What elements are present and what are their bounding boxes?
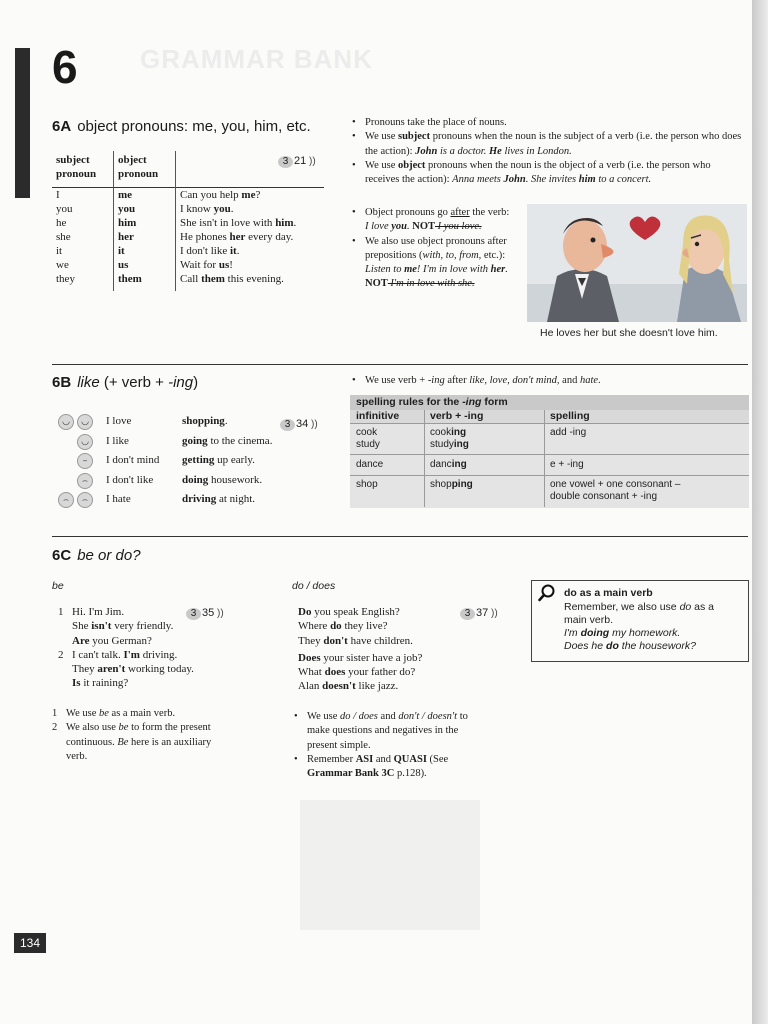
do-notes xyxy=(294,710,504,781)
grammar-bank-ghost-print: GRAMMAR BANK xyxy=(140,44,373,74)
infinitive-cell: cook study xyxy=(356,427,380,450)
sound-waves-icon: )) xyxy=(214,608,224,619)
unit-sidebar-bar xyxy=(15,48,30,198)
track-number: 35 xyxy=(202,607,215,619)
like-row-like xyxy=(58,434,308,452)
subject-pronoun: she xyxy=(56,231,71,243)
subject-pronoun: they xyxy=(56,273,75,285)
page-edge-shadow xyxy=(752,0,768,1024)
example-line: What does your father do? xyxy=(298,666,416,679)
infinitive-cell: dance xyxy=(356,459,384,470)
infinitive-cell: shop xyxy=(356,479,378,490)
ing-cell: cooking studying xyxy=(430,427,469,450)
section-divider xyxy=(52,536,748,537)
like-example: driving at night. xyxy=(182,493,256,505)
section-code: 6B xyxy=(52,374,72,391)
rule-5: • We also use object pronouns after prepositions (with, to, from, etc.): Listen to me! I'm in love with her. NOT I'm in love with she. xyxy=(352,235,524,292)
section-6c-heading xyxy=(52,547,141,564)
object-pronoun: us xyxy=(118,259,129,271)
bleed-through-area xyxy=(300,800,480,930)
like-example: going to the cinema. xyxy=(182,434,273,447)
object-pronoun: it xyxy=(118,245,125,257)
example-sentence: Wait for us! xyxy=(180,259,233,271)
note-line: 2 We also use be to form the present xyxy=(52,722,211,734)
cd-icon: 3 xyxy=(280,419,295,431)
example-line: They aren't working today. xyxy=(72,663,194,676)
face-icon: – xyxy=(77,453,93,469)
pronoun-row xyxy=(52,217,324,231)
section-code: 6C xyxy=(52,547,72,564)
sound-waves-icon: )) xyxy=(488,608,498,619)
note-line: verb. xyxy=(66,750,88,762)
page-number: 134 xyxy=(14,933,46,953)
rule-1: • Pronouns take the place of nouns. xyxy=(352,116,742,130)
header-spelling: spelling xyxy=(550,410,590,422)
do-examples xyxy=(298,605,422,694)
pronoun-row xyxy=(52,189,324,203)
do-main-verb-note xyxy=(531,580,749,662)
spelling-cell: one vowel + one consonant – double consonant + -ing xyxy=(550,479,681,502)
example-line: Is it raining? xyxy=(72,677,129,690)
note-item: • We use do / does and don't / doesn't to make questions and negatives in the present simple. xyxy=(294,710,504,753)
subject-pronoun: it xyxy=(56,245,63,257)
illustration-caption: He loves her but she doesn't love him. xyxy=(540,327,718,339)
section-title: like (+ verb + -ing) xyxy=(77,374,199,391)
spelling-cell: add -ing xyxy=(550,427,587,438)
like-example: shopping. xyxy=(182,415,228,427)
face-icons xyxy=(58,453,102,469)
be-notes xyxy=(52,707,211,764)
example-line: They don't have children. xyxy=(298,634,413,647)
couple-illustration xyxy=(527,204,747,322)
like-row-love xyxy=(58,414,308,432)
pronoun-row xyxy=(52,273,324,287)
example-line: Do you speak English? xyxy=(298,606,400,618)
like-verb: I like xyxy=(106,434,129,447)
face-icon: ⌢ xyxy=(58,492,74,508)
note-body: Remember, we also use do as a main verb. I'm doing my homework. Does he do the housework? xyxy=(564,601,715,652)
audio-track-21[interactable] xyxy=(278,155,316,168)
face-icons xyxy=(58,473,102,489)
column-divider xyxy=(544,410,545,507)
example-line: 2 I can't talk. I'm driving. xyxy=(58,648,178,661)
pronoun-row xyxy=(52,245,324,259)
example-line: Alan doesn't like jazz. xyxy=(298,680,399,693)
spelling-row-dance xyxy=(350,454,749,475)
object-pronoun: him xyxy=(118,217,137,229)
like-example: doing housework. xyxy=(182,473,263,486)
object-pronoun-rules-cont xyxy=(352,206,524,292)
example-line: She isn't very friendly. xyxy=(72,620,174,633)
subject-pronoun: he xyxy=(56,217,67,229)
face-icon: ◡ xyxy=(77,414,93,430)
track-number: 21 xyxy=(294,155,307,167)
like-rule xyxy=(352,374,748,388)
like-row-dont-like xyxy=(58,473,308,491)
object-pronoun: her xyxy=(118,231,134,243)
like-verb: I don't mind xyxy=(106,454,160,466)
note-line: continuous. Be here is an auxiliary xyxy=(66,736,212,748)
like-row-hate xyxy=(58,492,308,510)
object-pronoun: you xyxy=(118,203,136,215)
example-sentence: I don't like it. xyxy=(180,245,240,257)
example-sentence: I know you. xyxy=(180,203,234,215)
face-icons xyxy=(58,434,102,450)
be-column-label: be xyxy=(52,580,64,592)
section-code: 6A xyxy=(52,118,72,135)
audio-track-37[interactable] xyxy=(460,607,498,620)
face-icon: ◡ xyxy=(58,414,74,430)
rule-3: • We use object pronouns when the noun is the object of a verb (i.e. the person who receives the action): Anna meets John. She invites him to a concert. xyxy=(352,159,742,188)
spelling-row-cook xyxy=(350,423,749,454)
section-title: be or do? xyxy=(77,547,141,564)
section-divider xyxy=(52,364,748,365)
section-6b-heading xyxy=(52,374,198,391)
be-examples xyxy=(58,605,194,691)
subject-pronoun: you xyxy=(56,203,73,215)
like-row-dont-mind xyxy=(58,453,308,471)
track-number: 37 xyxy=(476,607,489,619)
example-line: Does your sister have a job? xyxy=(298,651,423,664)
pronoun-row xyxy=(52,231,324,245)
note-item: • Remember ASI and QUASI (See Grammar Bank 3C p.128). xyxy=(294,753,504,782)
spelling-rules-table xyxy=(350,395,749,508)
cd-icon: 3 xyxy=(278,156,293,168)
spelling-table-title: spelling rules for the -ing form xyxy=(350,395,749,410)
face-icons xyxy=(58,492,102,508)
like-verb: I don't like xyxy=(106,473,154,486)
example-line: 1 Hi. I'm Jim. xyxy=(58,606,125,618)
unit-number: 6 xyxy=(52,41,78,93)
pronoun-row xyxy=(52,259,324,273)
object-pronoun-rules xyxy=(352,116,742,187)
spelling-cell: e + -ing xyxy=(550,459,584,470)
like-verb: I love xyxy=(106,415,132,427)
object-pronoun: them xyxy=(118,273,142,285)
header-verb-ing: verb + -ing xyxy=(430,410,484,422)
note-line: 1 We use be as a main verb. xyxy=(52,708,176,719)
like-verb: I hate xyxy=(106,493,131,505)
section-title: object pronouns: me, you, him, etc. xyxy=(77,118,311,135)
face-icon: ⌢ xyxy=(77,492,93,508)
track-number: 34 xyxy=(296,418,309,430)
column-divider xyxy=(424,410,425,507)
face-icon: ◡ xyxy=(77,434,93,450)
object-pronoun-header: object pronoun xyxy=(118,154,159,180)
object-pronoun: me xyxy=(118,189,133,201)
spelling-table-header xyxy=(350,410,749,423)
note-title: do as a main verb xyxy=(564,587,653,599)
example-sentence: He phones her every day. xyxy=(180,231,294,243)
sound-waves-icon: )) xyxy=(306,156,316,167)
cd-icon: 3 xyxy=(460,608,475,620)
face-icon: ⌢ xyxy=(77,473,93,489)
cd-icon: 3 xyxy=(186,608,201,620)
subject-pronoun-header: subject pronoun xyxy=(56,154,97,180)
pronoun-row xyxy=(52,203,324,217)
do-column-label: do / does xyxy=(292,580,336,592)
like-example: getting up early. xyxy=(182,454,255,466)
rule: • We use verb + -ing after like, love, don't mind, and hate. xyxy=(352,374,748,388)
spelling-row-shop xyxy=(350,475,749,508)
example-sentence: Call them this evening. xyxy=(180,273,284,285)
header-infinitive: infinitive xyxy=(356,410,400,422)
sound-waves-icon: )) xyxy=(308,419,318,430)
example-sentence: She isn't in love with him. xyxy=(180,217,297,229)
rule-2: • We use subject pronouns when the noun is the subject of a verb (i.e. the person who does the action): John is a doctor. He lives in London. xyxy=(352,130,742,159)
example-line: Where do they live? xyxy=(298,620,388,633)
face-icons xyxy=(58,414,102,430)
section-6a-heading xyxy=(52,118,311,135)
ing-cell: dancing xyxy=(430,459,467,470)
rule-4: • Object pronouns go after the verb: I love you. NOT I you love. xyxy=(352,206,524,235)
ing-cell: shopping xyxy=(430,479,473,490)
example-sentence: Can you help me? xyxy=(180,189,261,201)
magnifier-icon xyxy=(538,584,556,602)
subject-pronoun: I xyxy=(56,189,60,201)
example-line: Are you German? xyxy=(72,634,152,647)
subject-pronoun: we xyxy=(56,259,69,271)
